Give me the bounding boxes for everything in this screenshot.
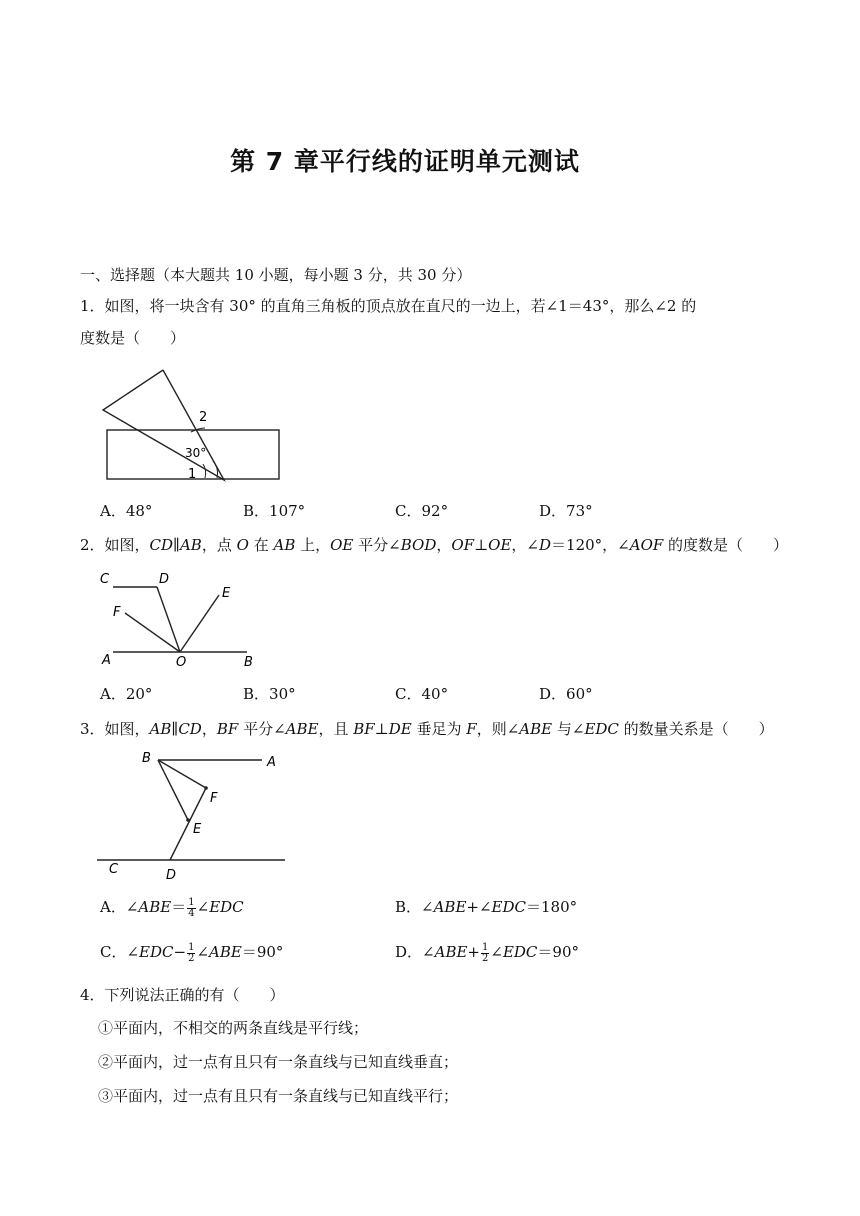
q4-statement-3: ③平面内，过一点有且只有一条直线与已知直线平行； <box>98 1087 459 1105</box>
q2-t14: ＝120°，∠ <box>551 536 630 554</box>
q3-bf-perp-de: BF⊥DE <box>353 720 412 738</box>
q2-point-o: O <box>236 536 249 554</box>
label-c: C <box>109 862 119 877</box>
q4-statement-2: ②平面内，过一点有且只有一条直线与已知直线垂直； <box>98 1053 459 1071</box>
label-d: D <box>159 572 170 587</box>
q3b-edc: EDC <box>491 898 526 916</box>
q3c-den: 2 <box>188 952 195 964</box>
label-o: O <box>176 655 187 670</box>
label-angle-1: 1 <box>188 467 197 482</box>
q3-bf: BF <box>216 720 239 738</box>
q2-angle-bod: BOD <box>400 536 437 554</box>
q3-t8: 垂足为 <box>411 720 467 738</box>
label-a: A <box>267 755 276 770</box>
q2-cd-parallel-ab: CD∥AB <box>149 536 202 554</box>
q2-t12: ，∠ <box>511 536 539 554</box>
q3d-pre: D．∠ <box>395 943 435 961</box>
q2-angle-aof: AOF <box>629 536 664 554</box>
q2-t8: 平分∠ <box>353 536 401 554</box>
q3c-minus: − <box>173 943 187 961</box>
q2-t4: 在 <box>248 536 274 554</box>
q4-text: 4．下列说法正确的有（ ） <box>80 986 285 1004</box>
q3c-angle-sign: ∠ <box>196 943 210 961</box>
triangle <box>103 370 224 480</box>
label-d: D <box>166 868 177 883</box>
q3-t4: 平分∠ <box>238 720 286 738</box>
q2-text <box>80 534 788 556</box>
q3d-num: 1 <box>482 941 489 953</box>
q3a-pre: A．∠ <box>100 898 139 916</box>
q3c-abe: ABE <box>209 943 242 961</box>
q3a-abe: ABE <box>138 898 172 916</box>
label-f: F <box>210 791 218 806</box>
q1-text-line2: 度数是（ ） <box>80 329 186 347</box>
q1-figure <box>95 366 295 488</box>
q2-option-c[interactable]: C．40° <box>395 685 449 703</box>
label-b: B <box>142 751 151 766</box>
page-title: 第 7 章平行线的证明单元测试 <box>230 147 580 176</box>
q3c-post: ＝90° <box>241 943 284 961</box>
q3d-edc: EDC <box>502 943 538 961</box>
q3a-den: 4 <box>188 907 195 919</box>
q2-ray-oe: OE <box>330 536 354 554</box>
q1-text-line1: 1．如图，将一块含有 30° 的直角三角板的顶点放在直尺的一边上，若∠1＝43°，那么∠2 的 <box>80 297 697 315</box>
q1-option-d[interactable]: D．73° <box>539 502 593 520</box>
q2-figure <box>95 565 265 673</box>
q1-option-c[interactable]: C．92° <box>395 502 449 520</box>
label-a: A <box>102 653 111 668</box>
q2-t6: 上， <box>295 536 331 554</box>
q3-angle-edc: EDC <box>584 720 619 738</box>
q3d-fraction <box>481 943 489 964</box>
q3d-post: ＝90° <box>537 943 579 961</box>
q3c-num: 1 <box>188 941 195 953</box>
q3-option-b[interactable] <box>395 896 577 918</box>
label-e: E <box>193 822 202 837</box>
q3-t6: ，且 <box>318 720 354 738</box>
q3c-pre: C．∠ <box>100 943 140 961</box>
q3-ab-parallel-cd: AB∥CD <box>149 720 202 738</box>
q3b-post: ＝180° <box>526 898 578 916</box>
q3-angle-abe-2: ABE <box>519 720 553 738</box>
q3b-pre: B．∠ <box>395 898 434 916</box>
q2-t2: ，点 <box>201 536 237 554</box>
q3-t2: ， <box>201 720 217 738</box>
q3a-edc: EDC <box>209 898 244 916</box>
label-b: B <box>244 655 253 670</box>
q3-option-a[interactable] <box>100 896 244 919</box>
q3-figure <box>92 748 292 883</box>
q2-prefix: 2．如图， <box>80 536 150 554</box>
q3-option-c[interactable] <box>100 941 283 964</box>
q3-point-f: F <box>466 720 477 738</box>
q3-t12: 与∠ <box>552 720 585 738</box>
label-f: F <box>113 605 121 620</box>
q2-option-a[interactable]: A．20° <box>100 685 153 703</box>
label-angle-2: 2 <box>199 410 208 425</box>
label-angle-30: 30° <box>185 446 207 460</box>
q3-text <box>80 718 774 740</box>
q3-t14: 的数量关系是（ ） <box>618 720 774 738</box>
q3b-abe: ABE <box>433 898 467 916</box>
q2-option-b[interactable]: B．30° <box>243 685 296 703</box>
q1-option-b[interactable]: B．107° <box>243 502 306 520</box>
q2-line-ab: AB <box>273 536 296 554</box>
q3-t10: ，则∠ <box>476 720 520 738</box>
q2-of-perp-oe: OF⊥OE <box>451 536 512 554</box>
q3d-plus: + <box>467 943 480 961</box>
q3a-angle-sign: ∠ <box>196 898 210 916</box>
q2-t16: 的度数是（ ） <box>663 536 789 554</box>
q4-statement-1: ①平面内，不相交的两条直线是平行线； <box>98 1019 369 1037</box>
q3-prefix: 3．如图， <box>80 720 150 738</box>
label-e: E <box>222 586 231 601</box>
q1-option-a[interactable]: A．48° <box>100 502 153 520</box>
q3a-num: 1 <box>188 896 195 908</box>
q3d-den: 2 <box>482 952 489 964</box>
q3a-eq: ＝ <box>171 898 187 916</box>
q3-angle-abe: ABE <box>285 720 319 738</box>
q3d-abe: ABE <box>434 943 468 961</box>
q3c-fraction <box>187 943 195 964</box>
q3b-plus: +∠ <box>466 898 492 916</box>
q3d-angle-sign: ∠ <box>490 943 503 961</box>
label-c: C <box>100 572 110 587</box>
q2-option-d[interactable]: D．60° <box>539 685 593 703</box>
section-heading: 一、选择题（本大题共 10 小题，每小题 3 分，共 30 分） <box>80 266 472 284</box>
q3-option-d[interactable] <box>395 941 579 964</box>
q2-t10: ， <box>436 536 452 554</box>
q2-angle-d: D <box>539 536 552 554</box>
q3a-fraction <box>187 898 195 919</box>
q3c-edc: EDC <box>139 943 174 961</box>
